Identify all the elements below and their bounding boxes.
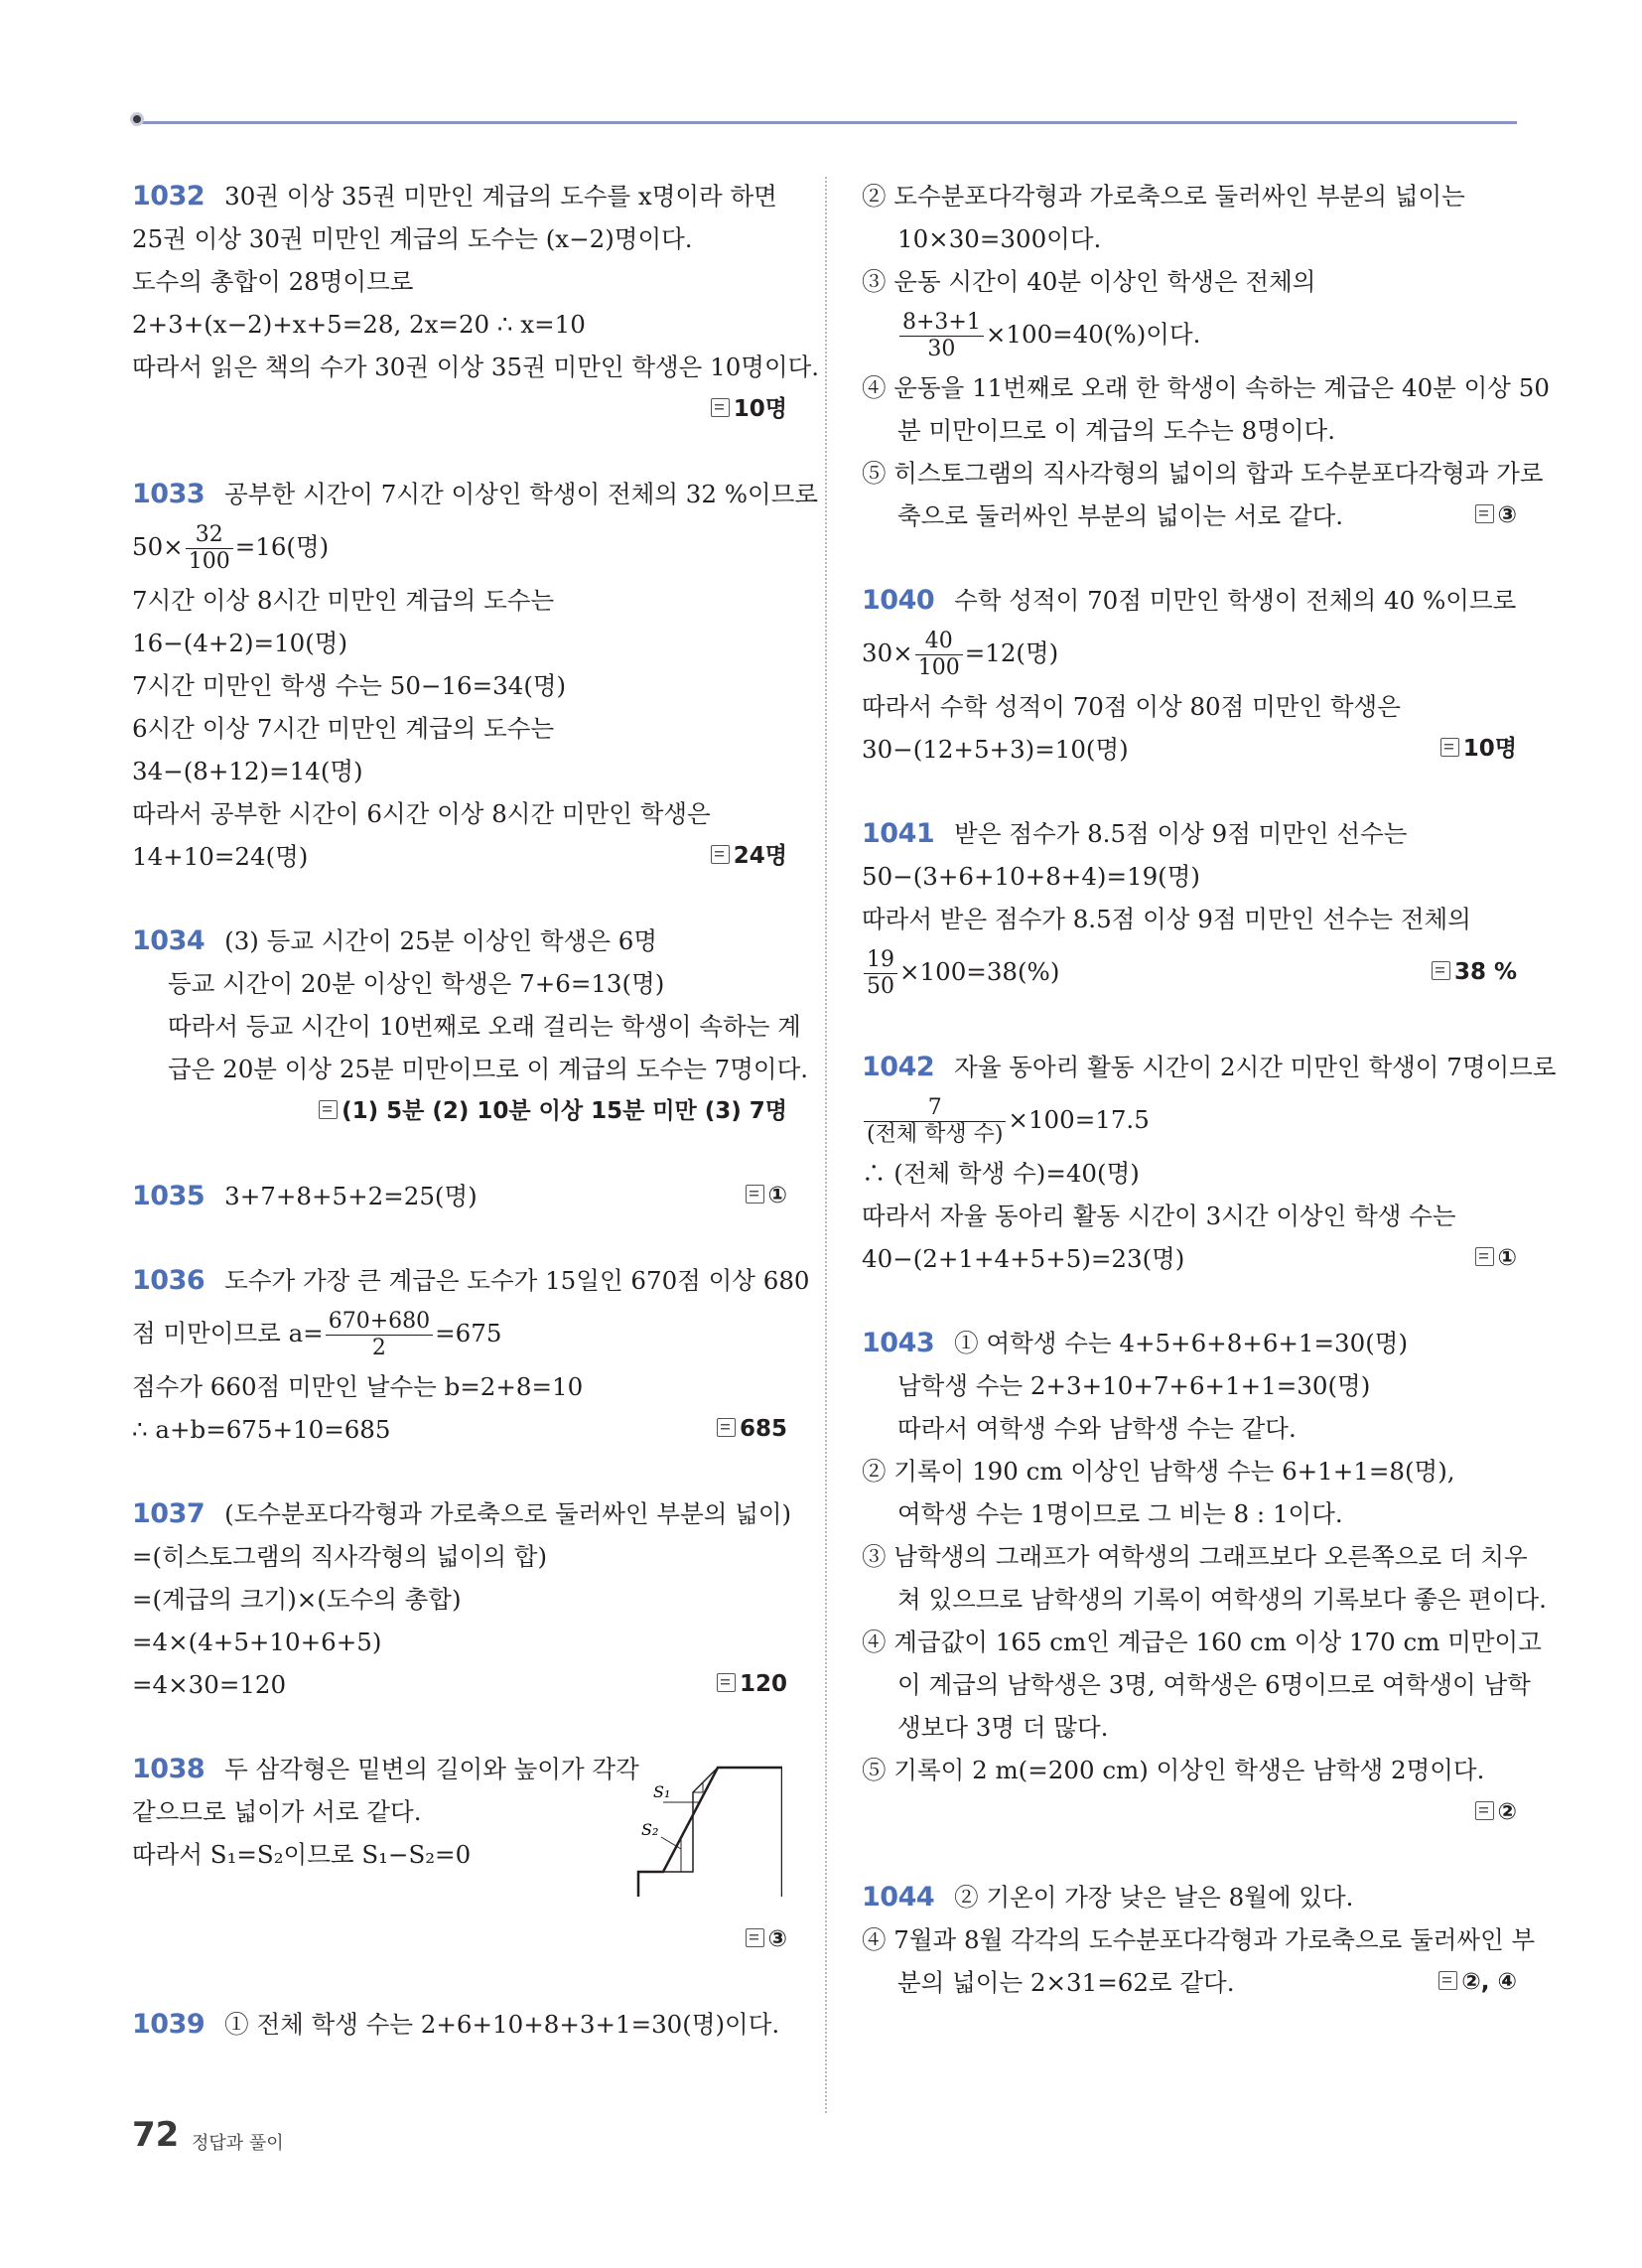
answer: 10명 [711,388,787,431]
problem-1035 [132,1175,787,1217]
solution-line: 따라서 읽은 책의 수가 30권 이상 35권 미만인 학생은 10명이다. [132,353,820,381]
solution-line: ② 기록이 190 cm 이상인 남학생 수는 6+1+1=8(명), [862,1457,1455,1486]
problem-1042 [862,1046,1557,1280]
solution-line: 2+3+(x−2)+x+5=28, 2x=20 ∴ x=10 [132,310,586,339]
solution-line: 25권 이상 30권 미만인 계급의 도수는 (x−2)명이다. [132,224,693,253]
fraction: $\frac{8+3+1}{30}$ [899,310,984,362]
solution-line: 40−(2+1+4+5+5)=23(명) [862,1244,1185,1273]
answer: 10명 [1440,728,1517,771]
answer: ③ [746,1918,787,1961]
solution-line: 따라서 여학생 수와 남학생 수는 같다. [897,1414,1297,1443]
problem-1039-continued [862,175,1550,537]
solution-line: 따라서 S₁=S₂이므로 S₁−S₂=0 [132,1840,472,1869]
solution-line: (3) 등교 시간이 25분 이상인 학생은 6명 [224,926,658,955]
solution-line: 따라서 등교 시간이 10번째로 오래 걸리는 학생이 속하는 계 [168,1012,801,1041]
problem-1037 [132,1492,792,1706]
solution-line: ④ 계급값이 165 cm인 계급은 160 cm 이상 170 cm 미만이고 [862,1628,1542,1656]
solution-line: ∴ a+b=675+10=685 [132,1415,391,1444]
solution-line: ④ 운동을 11번째로 오래 한 학생이 속하는 계급은 40분 이상 50 [862,373,1550,402]
solution-line: 도수가 가장 큰 계급은 도수가 15일인 670점 이상 680 [224,1266,810,1295]
answer-icon [319,1100,338,1119]
answer: ② [1475,1791,1517,1834]
problem-1034 [132,920,809,1133]
fraction: $\frac{670+680}{2}$ [326,1309,433,1361]
header-rule [139,121,1517,124]
solution-line: ③ 운동 시간이 40분 이상인 학생은 전체의 [862,267,1316,296]
solution-line: 10×30=300이다. [897,224,1102,253]
solution-line: ⑤ 기록이 2 m(=200 cm) 이상인 학생은 남학생 2명이다. [862,1756,1485,1784]
solution-line: 16−(4+2)=10(명) [132,629,348,657]
figure-label-s2: S₂ [641,1820,659,1839]
answer: (1) 5분 (2) 10분 이상 15분 미만 (3) 7명 [319,1090,787,1133]
solution-line: =4×30=120 [132,1670,287,1699]
solution-line: ④ 7월과 8월 각각의 도수분포다각형과 가로축으로 둘러싸인 부 [862,1925,1536,1954]
solution-line: 점 미만이므로 a= $\frac{670+680}{2}$ =675 [132,1309,502,1360]
solution-line: 7시간 이상 8시간 미만인 계급의 도수는 [132,586,555,615]
answer-icon [1475,1247,1494,1266]
solution-line: 6시간 이상 7시간 미만인 계급의 도수는 [132,714,555,743]
solution-line: 자율 동아리 활동 시간이 2시간 미만인 학생이 7명이므로 [954,1053,1557,1081]
answer: 38 % [1432,940,1517,1004]
header-dot [130,112,144,126]
column-divider [825,177,827,2113]
solution-line: ② 기온이 가장 낮은 날은 8월에 있다. [954,1883,1354,1912]
solution-line: 34−(8+12)=14(명) [132,757,363,785]
solution-line: 분의 넓이는 2×31=62로 같다. [897,1968,1235,1997]
page-label: 정답과 풀이 [192,2133,284,2154]
solution-line: 도수의 총합이 28명이므로 [132,267,414,296]
solution-line: 이 계급의 남학생은 3명, 여학생은 6명이므로 여학생이 남학 [897,1670,1531,1699]
solution-line: 공부한 시간이 7시간 이상인 학생이 전체의 32 %이므로 [224,480,819,508]
problem-number: 1042 [862,1052,935,1082]
solution-line: 받은 점수가 8.5점 이상 9점 미만인 선수는 [954,819,1408,848]
solution-line: 생보다 3명 더 많다. [897,1713,1109,1742]
right-column [862,175,1557,2004]
solution-line: 등교 시간이 20분 이상인 학생은 7+6=13(명) [168,969,665,998]
problem-number: 1032 [132,181,205,212]
solution-line: 수학 성적이 70점 미만인 학생이 전체의 40 %이므로 [954,586,1517,615]
problem-number: 1037 [132,1498,205,1529]
problem-1039-start [132,2003,787,2046]
solution-line: =(히스토그램의 직사각형의 넓이의 합) [132,1542,548,1571]
problem-number: 1034 [132,925,205,956]
solution-line: ① 여학생 수는 4+5+6+8+6+1=30(명) [954,1329,1409,1357]
answer-icon [717,1418,736,1437]
solution-line: 따라서 공부한 시간이 6시간 이상 8시간 미만인 학생은 [132,799,711,828]
answer-icon [1440,738,1459,757]
answer-icon [711,398,730,417]
solution-line: 여학생 수는 1명이므로 그 비는 8 : 1이다. [897,1499,1343,1528]
solution-line: 50× $\frac{32}{100}$ =16(명) [132,522,330,574]
problem-1036 [132,1259,810,1451]
page-number: 72 [132,2115,180,2155]
solution-line: ① 전체 학생 수는 2+6+10+8+3+1=30(명)이다. [224,2010,780,2039]
solution-line: 분 미만이므로 이 계급의 도수는 8명이다. [897,416,1335,445]
answer-icon [717,1673,736,1692]
solution-line: $\frac{7}{\text{(전체 학생 수)}}$ ×100=17.5 [862,1088,1517,1152]
fraction: $\frac{32}{100}$ [186,522,233,575]
solution-line: 축으로 둘러싸인 부분의 넓이는 서로 같다. [897,501,1344,530]
solution-line: 30권 이상 35권 미만인 계급의 도수를 x명이라 하면 [224,182,777,211]
problem-number: 1044 [862,1882,935,1913]
solution-line: 50−(3+6+10+8+4)=19(명) [862,862,1200,891]
answer: ① [746,1175,787,1217]
answer-icon [746,1185,764,1204]
problem-number: 1039 [132,2009,205,2040]
solution-line: 30−(12+5+3)=10(명) [862,735,1129,764]
solution-line: ⑤ 히스토그램의 직사각형의 넓이의 합과 도수분포다각형과 가로 [862,459,1544,488]
solution-line: 3+7+8+5+2=25(명) [224,1182,478,1210]
problem-number: 1035 [132,1181,205,1211]
solution-line: 점수가 660점 미만인 날수는 b=2+8=10 [132,1372,584,1401]
problem-1040 [862,579,1517,771]
answer-icon [1475,1801,1494,1820]
figure-label-s1: S₁ [653,1782,671,1801]
problem-number: 1041 [862,818,935,849]
solution-line: 남학생 수는 2+3+10+7+6+1+1=30(명) [897,1371,1371,1400]
fraction: $\frac{19}{50}$ [864,947,897,1000]
solution-line: ③ 남학생의 그래프가 여학생의 그래프보다 오른쪽으로 더 치우 [862,1542,1528,1571]
solution-line: $\frac{19}{50}$ ×100=38(%) 38 % [862,940,1517,1004]
answer: ③ [1475,495,1517,537]
problem-number: 1040 [862,585,935,616]
solution-line: 7시간 미만인 학생 수는 50−16=34(명) [132,671,567,700]
problem-number: 1038 [132,1754,205,1784]
answer-icon [1432,961,1450,980]
fraction: $\frac{40}{100}$ [915,629,963,681]
problem-number: 1033 [132,479,205,509]
solution-line: 따라서 받은 점수가 8.5점 이상 9점 미만인 선수는 전체의 [862,905,1471,933]
solution-line: =4×(4+5+10+6+5) [132,1628,382,1656]
problem-1033 [132,473,819,878]
answer: 24명 [711,835,787,878]
problem-1038 [132,1748,787,1961]
solution-line: ② 도수분포다각형과 가로축으로 둘러싸인 부분의 넓이는 [862,182,1465,211]
solution-line: =(계급의 크기)×(도수의 총합) [132,1585,462,1614]
answer-icon [1475,504,1494,523]
solution-line: 30× $\frac{40}{100}$ =12(명) [862,629,1059,680]
answer-icon [711,845,730,864]
solution-line: (도수분포다각형과 가로축으로 둘러싸인 부분의 넓이) [224,1499,792,1528]
fraction: $\frac{7}{\text{(전체 학생 수)}}$ [864,1095,1006,1148]
problem-number: 1036 [132,1265,205,1296]
answer-icon [746,1928,764,1947]
problem-1044 [862,1876,1536,2004]
problem-1041 [862,812,1517,1004]
problem-1032 [132,175,820,431]
answer: 120 [717,1663,787,1706]
solution-line: 14+10=24(명) [132,842,309,871]
answer: 685 [717,1408,787,1451]
problem-1043 [862,1322,1547,1834]
solution-line: $\frac{8+3+1}{30}$ ×100=40(%)이다. [862,303,1517,366]
left-column [132,175,820,2046]
solution-line: ∴ (전체 학생 수)=40(명) [862,1159,1140,1188]
solution-line: 급은 20분 이상 25분 미만이므로 이 계급의 도수는 7명이다. [168,1055,809,1083]
answer-icon [1438,1971,1457,1990]
solution-line: 따라서 자율 동아리 활동 시간이 3시간 이상인 학생 수는 [862,1202,1456,1230]
answer: ① [1475,1237,1517,1280]
answer: ②, ④ [1438,1961,1517,2004]
problem-number: 1043 [862,1328,935,1358]
solution-line: 같으므로 넓이가 서로 같다. [132,1797,422,1826]
solution-line: 따라서 수학 성적이 70점 이상 80점 미만인 학생은 [862,692,1401,721]
solution-line: 두 삼각형은 밑변의 길이와 높이가 각각 [224,1755,639,1783]
solution-line: 쳐 있으므로 남학생의 기록이 여학생의 기록보다 좋은 편이다. [897,1585,1547,1614]
